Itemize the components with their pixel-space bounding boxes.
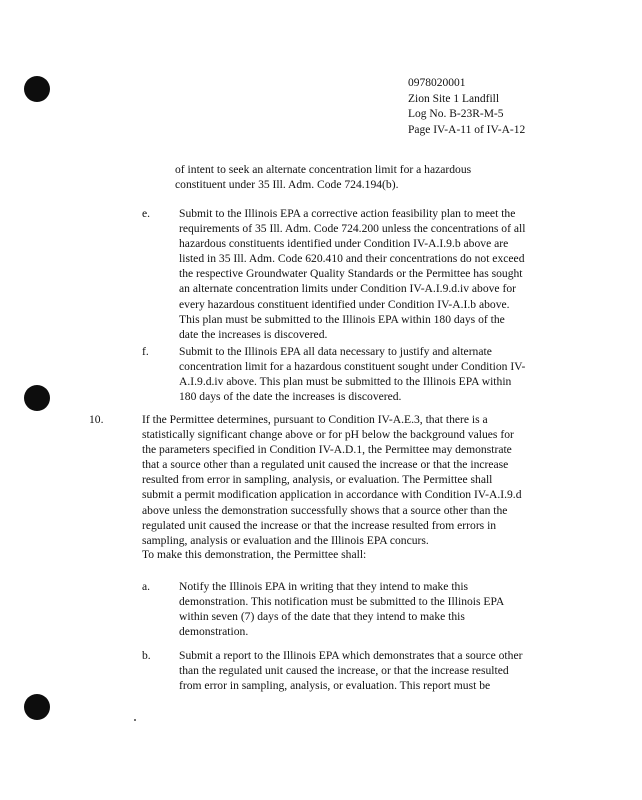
text-line: If the Permittee determines, pursuant to Condition IV-A.E.3, that there is a [142,413,488,426]
doc-number: 0978020001 [408,77,466,89]
text-line: requirements of 35 Ill. Adm. Code 724.200 unless the concentrations of all [179,222,526,236]
text-line: Submit to the Illinois EPA all data necessary to justify and alternate [179,345,492,358]
text-line: Submit a report to the Illinois EPA which demonstrates that a source other [179,649,523,662]
item-f-paragraph [179,344,525,404]
text-line: statistically significant change above or for pH below the background values for [142,428,514,442]
text-line: listed in 35 Ill. Adm. Code 620.410 and their concentrations do not exceed [179,252,525,266]
item-a-label: a. [142,580,151,593]
text-line: submit a permit modification application in accordance with Condition IV-A.I.9.d [142,488,522,502]
item-b-label: b. [142,649,151,662]
text-line: demonstration. [179,625,249,639]
text-line: above unless the demonstration successfully shows that a source other than the [142,503,508,517]
binder-hole-bottom [24,694,50,720]
text-line: the respective Groundwater Quality Standards or the Permittee has sought [179,267,523,281]
text-line: A.I.9.d.iv above. This plan must be submitted to the Illinois EPA within [179,375,512,389]
log-number: Log No. B-23R-M-5 [408,108,504,120]
text-line: constituent under 35 Ill. Adm. Code 724.194(b). [175,178,399,192]
text-line: hazardous constituents identified under Condition IV-A.I.9.b above are [179,237,509,251]
text-line: sampling, analysis or evaluation and the Illinois EPA concurs. [142,533,429,547]
item-10-paragraph [142,412,522,548]
text-line: 180 days of the date the increases is discovered. [179,390,402,404]
text-line: than the regulated unit caused the increase, or that the increase resulted [179,664,509,678]
text-line: regulated unit caused the increase or that the increase resulted from errors in [142,518,497,532]
item-10-label: 10. [89,413,104,426]
text-line: Notify the Illinois EPA in writing that they intend to make this [179,580,469,593]
scan-speck [134,719,136,721]
site-name: Zion Site 1 Landfill [408,92,500,105]
text-line: concentration limit for a hazardous constituent sought under Condition IV- [179,360,526,374]
text-line: date the increases is discovered. [179,327,328,341]
binder-hole-middle [24,385,50,411]
item-e-paragraph [179,206,525,342]
demonstration-intro [142,547,366,562]
page-header [408,76,525,138]
text-line: To make this demonstration, the Permittee shall: [142,548,367,561]
text-line: from error in sampling, analysis, or evaluation. This report must be [179,679,491,693]
page-number: Page IV-A-11 of IV-A-12 [408,123,526,136]
binder-hole-top [24,76,50,102]
text-line: that a source other than a regulated unit caused the increase or that the increase [142,458,509,472]
text-line: Submit to the Illinois EPA a corrective action feasibility plan to meet the [179,207,516,220]
item-a-paragraph [179,579,504,639]
item-e-label: e. [142,207,151,220]
text-line: of intent to seek an alternate concentration limit for a hazardous [175,163,472,176]
continuation-paragraph [175,162,471,192]
text-line: demonstration. This notification must be submitted to the Illinois EPA [179,595,505,609]
text-line: every hazardous constituent identified under Condition IV-A.I.b above. [179,297,510,311]
text-line: resulted from error in sampling, analysis, or evaluation. The Permittee shall [142,473,493,487]
text-line: This plan must be submitted to the Illinois EPA within 180 days of the [179,312,505,326]
item-b-paragraph [179,648,522,693]
item-f-label: f. [142,345,149,358]
text-line: the parameters specified in Condition IV-A.D.1, the Permittee may demonstrate [142,443,512,457]
text-line: an alternate concentration limits under Condition IV-A.I.9.d.iv above for [179,282,516,296]
text-line: within seven (7) days of the date that they intend to make this [179,610,465,624]
